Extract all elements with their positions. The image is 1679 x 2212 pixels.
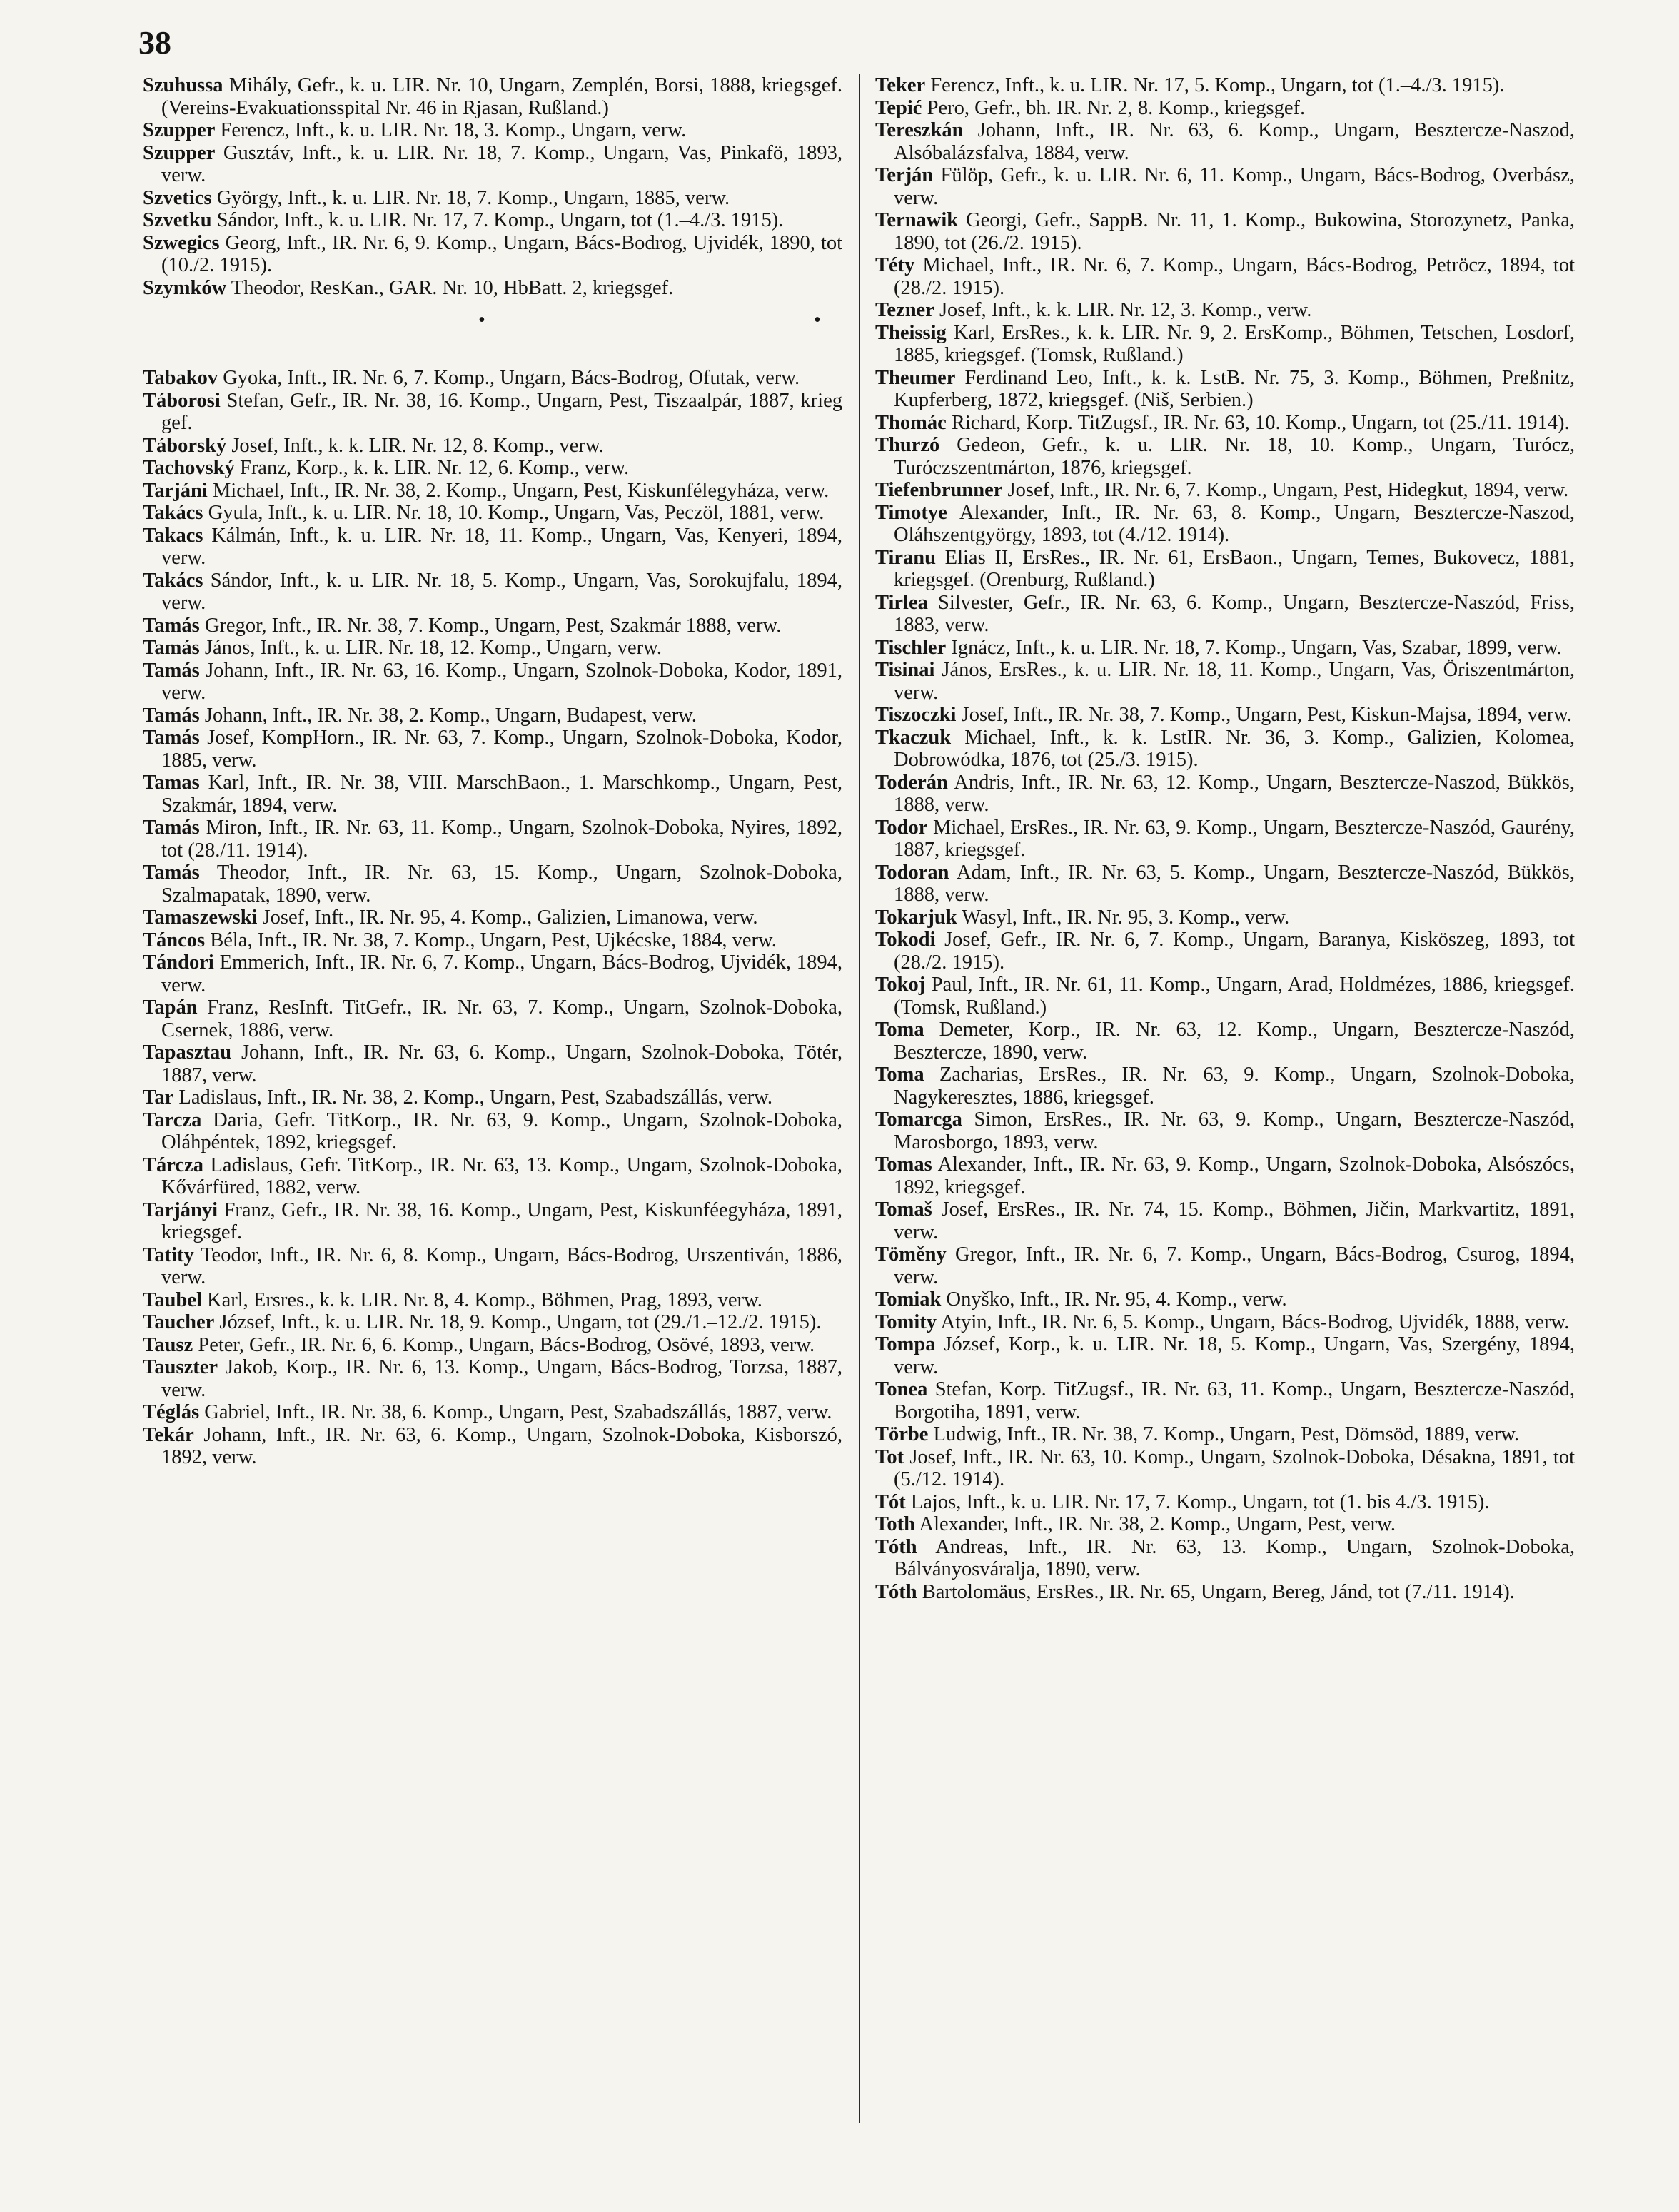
list-entry (143, 615, 842, 637)
entry-details: Simon, ErsRes., IR. Nr. 63, 9. Komp., Ungarn, Beszterczе-Naszód, Marosborgo, 1893, verw. (894, 1108, 1575, 1153)
list-entry (143, 660, 842, 704)
entry-surname: Táborosi (143, 389, 221, 412)
entry-details: Michael, Inft., IR. Nr. 38, 2. Komp., Ungarn, Pest, Kiskunfélegyháza, verw. (207, 479, 830, 502)
entry-details: Lajos, Inft., k. u. LIR. Nr. 17, 7. Komp., Ungarn, tot (1. bis 4./3. 1915). (905, 1490, 1490, 1513)
entry-surname: Tarjáni (143, 479, 208, 502)
entry-surname: Tausz (143, 1333, 193, 1356)
list-entry (143, 367, 842, 390)
entry-details: Theodor, ResKan., GAR. Nr. 10, HbBatt. 2, kriegsgef. (226, 276, 674, 299)
entry-surname: Tamás (143, 704, 200, 727)
list-entry (143, 704, 842, 727)
entry-surname: Tischler (875, 636, 947, 659)
entry-details: Andris, Inft., IR. Nr. 63, 12. Komp., Ungarn, Beszterczе-Naszod, Bükkös, 1888, verw. (894, 771, 1575, 816)
entry-surname: Szymków (143, 276, 227, 299)
list-entry (143, 209, 842, 232)
entry-surname: Teker (875, 74, 926, 96)
list-entry (875, 929, 1575, 974)
entry-details: Adam, Inft., IR. Nr. 63, 5. Komp., Ungarn, Beszterczе-Naszód, Bükkös, 1888, verw. (894, 861, 1575, 906)
list-entry (143, 996, 842, 1041)
entry-details: Georgi, Gefr., SappB. Nr. 11, 1. Komp., Bukowina, Storozynetz, Panka, 1890, tot (26./2. 1915). (894, 209, 1575, 254)
list-entry (875, 1108, 1575, 1153)
list-entry (143, 232, 842, 277)
entry-surname: Taucher (143, 1311, 215, 1333)
entry-surname: Theissig (875, 321, 947, 344)
entry-details: Johann, Inft., IR. Nr. 63, 6. Komp., Ungarn, Szolnok-Doboka, Tötér, 1887, verw. (161, 1041, 842, 1086)
entry-details: Gregor, Inft., IR. Nr. 38, 7. Komp., Ungarn, Pest, Szakmár 1888, verw. (199, 614, 782, 637)
entry-details: Josef, KompHorn., IR. Nr. 63, 7. Komp., Ungarn, Szolnok-Doboka, Kodor, 1885, verw. (161, 727, 842, 772)
entries-s-section (143, 74, 842, 299)
entry-surname: Szvetics (143, 186, 212, 209)
entry-surname: Tiranu (875, 546, 937, 569)
list-entry (875, 659, 1575, 704)
list-entry (143, 1109, 842, 1154)
entry-details: Josef, Inft., IR. Nr. 63, 10. Komp., Ungarn, Szolnok-Doboka, Désakna, 1891, tot (5./12. 1914). (894, 1445, 1575, 1490)
entry-surname: Szupper (143, 119, 216, 141)
list-entry (875, 1581, 1575, 1604)
entry-surname: Todoran (875, 861, 949, 884)
list-entry (143, 457, 842, 480)
list-entry (143, 277, 842, 300)
entry-details: József, Korp., k. u. LIR. Nr. 18, 5. Komp., Ungarn, Vas, Szergény, 1894, verw. (894, 1333, 1575, 1378)
entry-details: Gabriel, Inft., IR. Nr. 38, 6. Komp., Ungarn, Pest, Szabadszállás, 1887, verw. (199, 1401, 832, 1423)
entry-surname: Tóth (875, 1580, 917, 1603)
entry-details: Demeter, Korp., IR. Nr. 63, 12. Komp., Ungarn, Beszterczе-Naszód, Beszterczе, 1890, verw. (894, 1019, 1575, 1064)
entry-surname: Takács (143, 502, 203, 524)
entry-details: Mihály, Gefr., k. u. LIR. Nr. 10, Ungarn, Zemplén, Borsi, 1888, kriegsgef. (Vereins-Evakuationsspital Nr. 46 in Rjasan, Rußland.) (161, 74, 842, 119)
entry-details: Josef, Gefr., IR. Nr. 6, 7. Komp., Ungarn, Baranya, Kisköszeg, 1893, tot (28./2. 1915). (894, 929, 1575, 974)
list-entry (143, 1311, 842, 1334)
entry-surname: Tokarjuk (875, 906, 957, 929)
entry-surname: Tot (875, 1445, 904, 1468)
entry-details: Miron, Inft., IR. Nr. 63, 11. Komp., Ungarn, Szolnok-Doboka, Nyires, 1892, tot (28./11. 1914). (161, 817, 842, 862)
entry-surname: Terján (875, 164, 934, 186)
list-entry (143, 187, 842, 210)
list-entry (875, 1513, 1575, 1536)
entry-details: Zacharias, ErsRes., IR. Nr. 63, 9. Komp., Ungarn, Szolnok-Doboka, Nagykeresztes, 1886, kriegsgef. (894, 1064, 1575, 1108)
list-entry (143, 74, 842, 119)
list-entry (143, 1086, 842, 1109)
list-entry (143, 1356, 842, 1401)
entry-surname: Tkaczuk (875, 726, 952, 749)
list-entry (875, 817, 1575, 862)
list-entry (875, 209, 1575, 254)
list-entry (875, 704, 1575, 727)
list-entry (875, 906, 1575, 929)
list-entry (875, 367, 1575, 412)
entry-details: Michael, Inft., k. k. LstIR. Nr. 36, 3. Komp., Galizien, Kolomea, Dobrowódka, 1876, tot (25./3. 1915). (894, 726, 1575, 771)
entry-surname: Törbe (875, 1423, 929, 1445)
list-entry (875, 1288, 1575, 1311)
entry-surname: Tarcza (143, 1108, 202, 1131)
entry-details: Béla, Inft., IR. Nr. 38, 7. Komp., Ungarn, Pest, Ujkécske, 1884, verw. (205, 929, 777, 951)
entry-details: Ferdinand Leo, Inft., k. k. LstB. Nr. 75, 3. Komp., Böhmen, Preßnitz, Kupferberg, 1872, kriegsgef. (Niš, Serbien.) (894, 366, 1575, 411)
entry-surname: Tapasztau (143, 1041, 232, 1064)
entry-details: Emmerich, Inft., IR. Nr. 6, 7. Komp., Ungarn, Bács-Bodrog, Ujvidék, 1894, verw. (161, 951, 842, 996)
entry-details: Gusztáv, Inft., k. u. LIR. Nr. 18, 7. Komp., Ungarn, Vas, Pinkafö, 1893, verw. (161, 141, 842, 186)
entry-details: Elias II, ErsRes., IR. Nr. 61, ErsBaon., Ungarn, Temes, Bukovecz, 1881, kriegsgef. (Orenburg, Rußland.) (894, 546, 1575, 591)
entry-details: Ignácz, Inft., k. u. LIR. Nr. 18, 7. Komp., Ungarn, Vas, Szabar, 1899, verw. (946, 636, 1562, 659)
entry-surname: Tót (875, 1490, 906, 1513)
entry-surname: Tomiak (875, 1288, 942, 1310)
list-entry (143, 1334, 842, 1357)
list-entry (143, 435, 842, 458)
entry-details: Gregor, Inft., IR. Nr. 6, 7. Komp., Ungarn, Bács-Bodrog, Csurog, 1894, verw. (894, 1243, 1575, 1288)
entry-surname: Tamas (143, 772, 200, 794)
entry-surname: Thurzó (875, 434, 940, 456)
entry-surname: Tokoj (875, 974, 926, 996)
entry-details: Ladislaus, Gefr. TitKorp., IR. Nr. 63, 13. Komp., Ungarn, Szolnok-Doboka, Kővárfüred, 1882, verw. (161, 1153, 842, 1198)
list-entry (875, 1064, 1575, 1108)
list-entry (875, 974, 1575, 1019)
entry-details: Andreas, Inft., IR. Nr. 63, 13. Komp., Ungarn, Szolnok-Doboka, Bálványosváralja, 1890, verw. (894, 1535, 1575, 1580)
entry-surname: Tompa (875, 1333, 936, 1355)
list-entry (875, 547, 1575, 592)
entry-details: Sándor, Inft., k. u. LIR. Nr. 18, 5. Komp., Ungarn, Vas, Sorokujfalu, 1894, verw. (161, 569, 842, 614)
entry-details: Alexander, Inft., IR. Nr. 38, 2. Komp., Ungarn, Pest, verw. (914, 1513, 1396, 1535)
entry-details: Onyško, Inft., IR. Nr. 95, 4. Komp., verw. (941, 1288, 1287, 1310)
entry-details: Atyin, Inft., IR. Nr. 6, 5. Komp., Ungarn, Bács-Bodrog, Ujvidék, 1888, verw. (937, 1310, 1570, 1333)
entry-surname: Toth (875, 1513, 915, 1535)
list-entry (875, 1243, 1575, 1288)
entry-surname: Taubel (143, 1288, 202, 1311)
entry-details: Franz, ResInft. TitGefr., IR. Nr. 63, 7. Komp., Ungarn, Szolnok-Doboka, Csernek, 1886, verw. (161, 996, 842, 1041)
entry-details: János, ErsRes., k. u. LIR. Nr. 18, 11. Komp., Ungarn, Vas, Öriszentmárton, verw. (894, 659, 1575, 704)
column-divider (859, 74, 860, 2123)
list-entry (875, 164, 1575, 209)
entry-surname: Tekár (143, 1423, 194, 1446)
entry-surname: Theumer (875, 366, 956, 389)
list-entry (143, 142, 842, 187)
entry-details: Stefan, Korp. TitZugsf., IR. Nr. 63, 11. Komp., Ungarn, Beszterczе-Naszód, Borgotiha, 1891, verw. (894, 1378, 1575, 1423)
list-entry (143, 119, 842, 142)
entry-details: Daria, Gefr. TitKorp., IR. Nr. 63, 9. Komp., Ungarn, Szolnok-Doboka, Oláhpéntek, 1892, kriegsgef. (161, 1108, 842, 1153)
entry-details: Peter, Gefr., IR. Nr. 6, 6. Komp., Ungarn, Bács-Bodrog, Osövé, 1893, verw. (193, 1333, 815, 1356)
entry-details: Sándor, Inft., k. u. LIR. Nr. 17, 7. Komp., Ungarn, tot (1.–4./3. 1915). (211, 209, 784, 231)
list-entry (143, 906, 842, 929)
entry-details: Ludwig, Inft., IR. Nr. 38, 7. Komp., Ungarn, Pest, Dömsöd, 1889, verw. (928, 1423, 1520, 1445)
entry-details: János, Inft., k. u. LIR. Nr. 18, 12. Komp., Ungarn, verw. (199, 637, 662, 659)
list-entry (143, 727, 842, 772)
entry-surname: Tándori (143, 951, 214, 974)
list-entry (143, 772, 842, 817)
entry-details: Pero, Gefr., bh. IR. Nr. 2, 8. Komp., kriegsgef. (922, 96, 1306, 119)
list-entry (143, 637, 842, 660)
list-entry (875, 1153, 1575, 1198)
list-entry (143, 1199, 842, 1244)
entry-surname: Tiszoczki (875, 704, 957, 726)
entry-surname: Tóth (875, 1535, 917, 1558)
entry-details: Johann, Inft., IR. Nr. 63, 16. Komp., Ungarn, Szolnok-Doboka, Kodor, 1891, verw. (161, 659, 842, 704)
entry-surname: Tamás (143, 727, 200, 749)
entry-surname: Tirlea (875, 591, 928, 614)
list-entry (143, 1154, 842, 1199)
list-entry (875, 412, 1575, 435)
entry-details: Kálmán, Inft., k. u. LIR. Nr. 18, 11. Komp., Ungarn, Vas, Kenyeri, 1894, verw. (161, 524, 842, 569)
list-entry (875, 1333, 1575, 1378)
entry-surname: Szuhussa (143, 74, 223, 96)
entry-details: Theodor, Inft., IR. Nr. 63, 15. Komp., Ungarn, Szolnok-Doboka, Szalmapatak, 1890, verw. (161, 862, 842, 906)
entry-surname: Tiefenbrunner (875, 479, 1003, 501)
list-entry (875, 254, 1575, 299)
list-entry (875, 1311, 1575, 1334)
entry-details: Karl, Inft., IR. Nr. 38, VIII. MarschBaon., 1. Marschkomp., Ungarn, Pest, Szakmár, 1894, verw. (161, 772, 842, 817)
page-number: 38 (138, 24, 171, 61)
entries-t-section (143, 367, 842, 1469)
entry-surname: Tamás (143, 862, 200, 884)
list-entry (875, 502, 1575, 547)
entry-surname: Tárcza (143, 1153, 203, 1176)
entry-surname: Toma (875, 1064, 924, 1086)
list-entry (143, 1041, 842, 1086)
list-entry (875, 434, 1575, 479)
entry-surname: Téglás (143, 1401, 200, 1423)
entry-surname: Tamás (143, 659, 200, 682)
list-entry (143, 929, 842, 952)
list-entry (143, 817, 842, 862)
list-entry (875, 862, 1575, 906)
entry-details: Jakob, Korp., IR. Nr. 6, 13. Komp., Ungarn, Bács-Bodrog, Torzsa, 1887, verw. (161, 1356, 842, 1401)
entry-details: Richard, Korp. TitZugsf., IR. Nr. 63, 10. Komp., Ungarn, tot (25./11. 1914). (946, 411, 1570, 434)
entry-details: Wasyl, Inft., IR. Nr. 95, 3. Komp., verw. (957, 906, 1290, 929)
entry-surname: Táborský (143, 434, 227, 457)
entry-surname: Tomity (875, 1310, 937, 1333)
separator-dot: • (478, 309, 485, 331)
entry-details: Gedeon, Gefr., k. u. LIR. Nr. 18, 10. Komp., Ungarn, Turócz, Turóczszentmárton, 1876, kriegsgef. (894, 434, 1575, 479)
list-entry (875, 479, 1575, 502)
separator-dot: • (814, 309, 821, 331)
list-entry (875, 1423, 1575, 1446)
entry-surname: Tar (143, 1086, 174, 1108)
list-entry (143, 862, 842, 906)
entry-details: Alexander, Inft., IR. Nr. 63, 8. Komp., Ungarn, Beszterczе-Naszod, Oláhszentgyörgy, 1893, tot (4./12. 1914). (894, 501, 1575, 546)
entry-surname: Tamás (143, 637, 200, 659)
list-entry (875, 772, 1575, 817)
entry-surname: Szvetku (143, 209, 212, 231)
entry-details: Josef, ErsRes., IR. Nr. 74, 15. Komp., Böhmen, Jičin, Markvartitz, 1891, verw. (894, 1198, 1575, 1243)
entry-details: Karl, Ersres., k. k. LIR. Nr. 8, 4. Komp., Böhmen, Prag, 1893, verw. (201, 1288, 762, 1311)
entry-details: Teodor, Inft., IR. Nr. 6, 8. Komp., Ungarn, Bács-Bodrog, Urszentiván, 1886, verw. (161, 1243, 842, 1288)
entry-details: Fülöp, Gefr., k. u. LIR. Nr. 6, 11. Komp., Ungarn, Bács-Bodrog, Overbász, verw. (894, 164, 1575, 209)
entry-surname: Tamás (143, 614, 200, 637)
entry-surname: Tamás (143, 817, 200, 839)
entry-surname: Todor (875, 816, 928, 839)
section-separator (143, 299, 842, 367)
left-column (143, 74, 842, 1469)
list-entry (143, 1401, 842, 1424)
list-entry (875, 1378, 1575, 1423)
list-entry (875, 299, 1575, 322)
entry-surname: Tomaš (875, 1198, 932, 1221)
entry-details: Stefan, Gefr., IR. Nr. 38, 16. Komp., Ungarn, Pest, Tiszaalpár, 1887, krieg gef. (161, 389, 842, 434)
list-entry (875, 322, 1575, 367)
entry-surname: Tomas (875, 1153, 932, 1176)
list-entry (143, 502, 842, 525)
entry-details: Paul, Inft., IR. Nr. 61, 11. Komp., Ungarn, Arad, Holdmézes, 1886, kriegsgef. (Tomsk, Rußland.) (894, 974, 1575, 1019)
list-entry (143, 1289, 842, 1312)
list-entry (875, 1019, 1575, 1064)
entries-section (875, 74, 1575, 1603)
entry-surname: Tamaszewski (143, 906, 258, 929)
entry-details: Josef, Inft., k. k. LIR. Nr. 12, 8. Komp., verw. (226, 434, 604, 457)
right-column (875, 74, 1575, 1603)
entry-details: Josef, Inft., IR. Nr. 38, 7. Komp., Ungarn, Pest, Kiskun-Majsa, 1894, verw. (956, 704, 1573, 726)
entry-details: Silvester, Gefr., IR. Nr. 63, 6. Komp., Ungarn, Beszterczе-Naszód, Friss, 1883, verw. (894, 591, 1575, 636)
entry-surname: Tonea (875, 1378, 928, 1400)
list-entry (875, 1491, 1575, 1514)
entry-surname: Toma (875, 1019, 924, 1041)
entry-details: Ferencz, Inft., k. u. LIR. Nr. 17, 5. Komp., Ungarn, tot (1.–4./3. 1915). (925, 74, 1505, 96)
entry-surname: Tokodi (875, 929, 936, 951)
entry-surname: Tepić (875, 96, 922, 119)
entry-details: Alexander, Inft., IR. Nr. 63, 9. Komp., Ungarn, Szolnok-Doboka, Alsószócs, 1892, kriegsgef. (894, 1153, 1575, 1198)
entry-surname: Táncos (143, 929, 206, 951)
entry-details: József, Inft., k. u. LIR. Nr. 18, 9. Komp., Ungarn, tot (29./1.–12./2. 1915). (214, 1311, 822, 1333)
entry-surname: Tezner (875, 299, 934, 321)
entry-details: Georg, Inft., IR. Nr. 6, 9. Komp., Ungarn, Bács-Bodrog, Ujvidék, 1890, tot (10./2. 1915). (161, 231, 842, 276)
entry-surname: Takacs (143, 524, 203, 547)
entry-details: Johann, Inft., IR. Nr. 38, 2. Komp., Ungarn, Budapest, verw. (199, 704, 697, 727)
entry-surname: Timotye (875, 501, 947, 524)
entry-details: Ladislaus, Inft., IR. Nr. 38, 2. Komp., Ungarn, Pest, Szabadszállás, verw. (173, 1086, 773, 1108)
entry-surname: Téty (875, 254, 915, 276)
entry-surname: Tisinai (875, 659, 935, 681)
list-entry (143, 570, 842, 615)
entry-details: Josef, Inft., IR. Nr. 95, 4. Komp., Galizien, Limanowa, verw. (257, 906, 758, 929)
entry-surname: Tachovský (143, 457, 235, 479)
entry-surname: Szwegics (143, 231, 220, 254)
entry-details: Gyoka, Inft., IR. Nr. 6, 7. Komp., Ungarn, Bács-Bodrog, Ofutak, verw. (218, 367, 800, 389)
list-entry (875, 1536, 1575, 1581)
list-entry (143, 390, 842, 435)
list-entry (143, 1424, 842, 1469)
list-entry (875, 119, 1575, 164)
list-entry (143, 525, 842, 570)
list-entry (875, 1446, 1575, 1491)
entry-surname: Thomác (875, 411, 947, 434)
entry-details: Michael, ErsRes., IR. Nr. 63, 9. Komp., Ungarn, Beszterczе-Naszód, Gaurény, 1887, kriegsgef. (894, 816, 1575, 861)
entry-details: Josef, Inft., IR. Nr. 6, 7. Komp., Ungarn, Pest, Hidegkut, 1894, verw. (1002, 479, 1569, 501)
list-entry (875, 637, 1575, 660)
entry-details: Franz, Gefr., IR. Nr. 38, 16. Komp., Ungarn, Pest, Kiskunféegyháza, 1891, kriegsgef. (161, 1198, 842, 1243)
list-entry (143, 480, 842, 503)
entry-surname: Tarjányi (143, 1198, 218, 1221)
entry-surname: Tabakov (143, 367, 218, 389)
list-entry (875, 592, 1575, 637)
entry-surname: Tomarcga (875, 1108, 962, 1131)
list-entry (875, 1198, 1575, 1243)
entry-details: Ferencz, Inft., k. u. LIR. Nr. 18, 3. Komp., Ungarn, verw. (215, 119, 687, 141)
entry-surname: Tatity (143, 1243, 194, 1266)
list-entry (875, 74, 1575, 97)
entry-surname: Takács (143, 569, 203, 592)
list-entry (875, 97, 1575, 120)
entry-surname: Tauszter (143, 1356, 218, 1378)
entry-details: Michael, Inft., IR. Nr. 6, 7. Komp., Ungarn, Bács-Bodrog, Petröcz, 1894, tot (28./2. 1915). (894, 254, 1575, 299)
entry-details: Johann, Inft., IR. Nr. 63, 6. Komp., Ungarn, Beszterczе-Naszod, Alsóbalázsfalva, 1884, verw. (894, 119, 1575, 164)
entry-details: Bartolomäus, ErsRes., IR. Nr. 65, Ungarn, Bereg, Jánd, tot (7./11. 1914). (917, 1580, 1515, 1603)
list-entry (875, 727, 1575, 772)
list-entry (143, 951, 842, 996)
entry-surname: Toderán (875, 771, 948, 794)
entry-surname: Tereszkán (875, 119, 964, 141)
entry-surname: Szupper (143, 141, 216, 164)
entry-details: Johann, Inft., IR. Nr. 63, 6. Komp., Ungarn, Szolnok-Doboka, Kisborszó, 1892, verw. (161, 1423, 842, 1468)
entry-details: Josef, Inft., k. k. LIR. Nr. 12, 3. Komp., verw. (934, 299, 1312, 321)
entry-details: Gyula, Inft., k. u. LIR. Nr. 18, 10. Komp., Ungarn, Vas, Peczöl, 1881, verw. (203, 502, 825, 524)
entry-surname: Ternawik (875, 209, 959, 231)
entry-details: György, Inft., k. u. LIR. Nr. 18, 7. Komp., Ungarn, 1885, verw. (211, 186, 730, 209)
entry-details: Franz, Korp., k. k. LIR. Nr. 12, 6. Komp., verw. (234, 457, 630, 479)
entry-surname: Töměny (875, 1243, 947, 1266)
list-entry (143, 1244, 842, 1289)
entry-details: Karl, ErsRes., k. k. LIR. Nr. 9, 2. ErsKomp., Böhmen, Tetschen, Losdorf, 1885, kriegsgef. (Tomsk, Rußland.) (894, 321, 1575, 366)
entry-surname: Tapán (143, 996, 198, 1019)
